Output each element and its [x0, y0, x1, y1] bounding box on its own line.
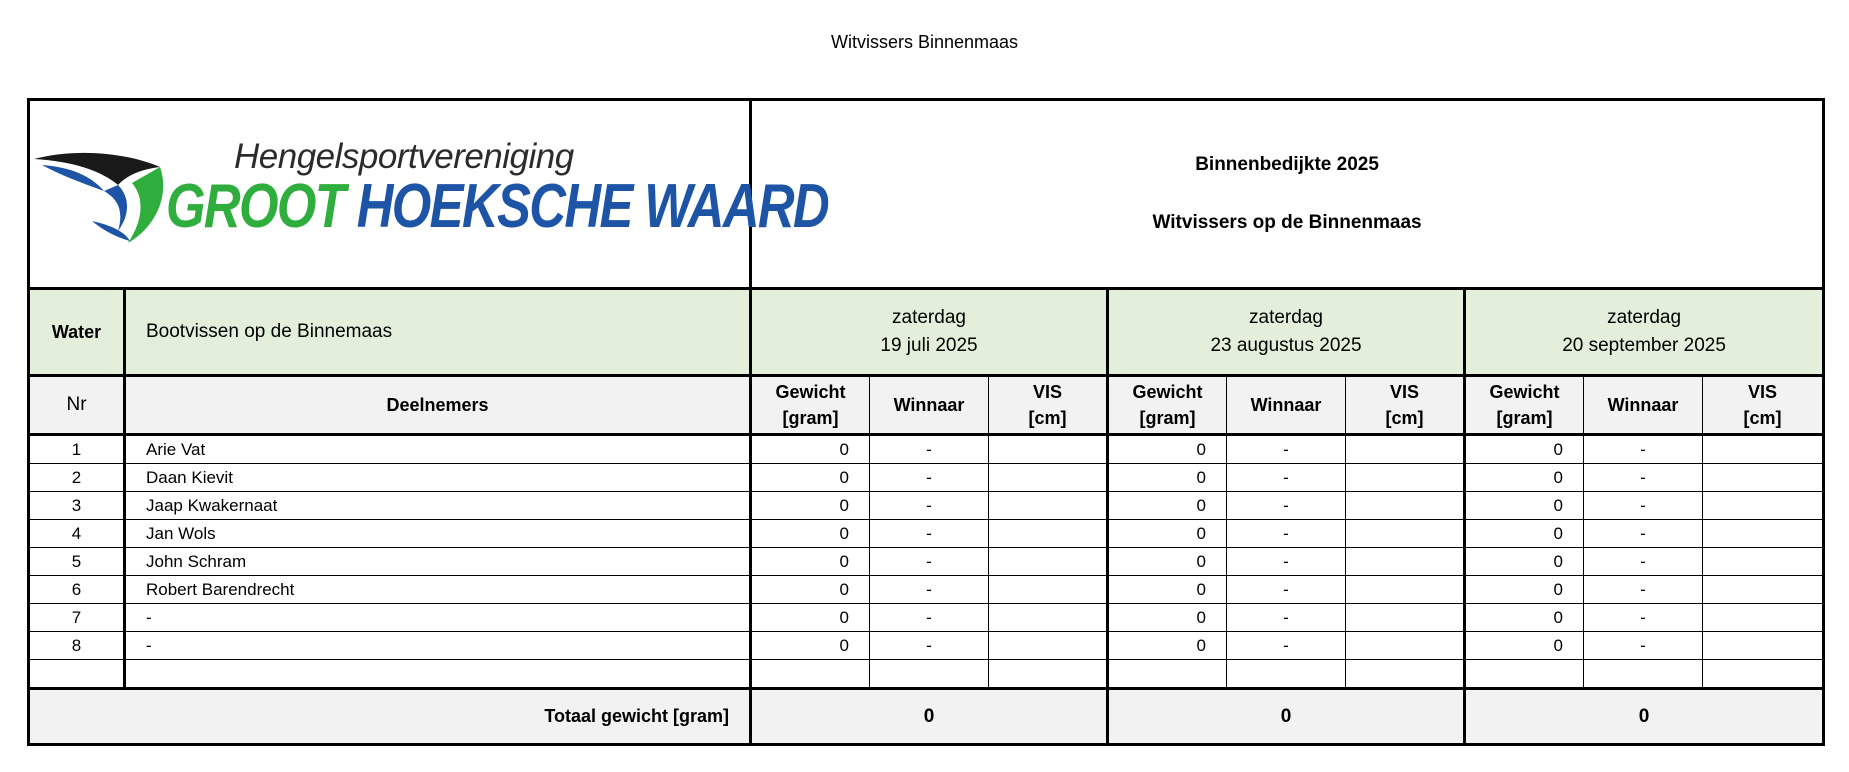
- row-winner: -: [1227, 435, 1346, 464]
- total-round2: 0: [1108, 689, 1465, 745]
- row-vis: [989, 492, 1108, 520]
- row-winner: -: [1584, 548, 1703, 576]
- total-round3: 0: [1465, 689, 1824, 745]
- empty-cell: [125, 660, 751, 689]
- col-winner-1: Winnaar: [870, 376, 989, 435]
- col-nr: Nr: [29, 376, 125, 435]
- col-winner-2: Winnaar: [1227, 376, 1346, 435]
- row-weight: 0: [1108, 604, 1227, 632]
- col-vis-3-line2: [cm]: [1743, 408, 1782, 428]
- logo-line1: Hengelsportvereniging: [234, 137, 574, 176]
- row-weight: 0: [751, 604, 870, 632]
- row-vis: [1703, 576, 1824, 604]
- empty-cell: [29, 660, 125, 689]
- col-vis-1-line2: [cm]: [1028, 408, 1067, 428]
- empty-cell: [1465, 660, 1584, 689]
- row-weight: 0: [1465, 632, 1584, 660]
- row-vis: [1346, 464, 1465, 492]
- round2-day: zaterdag: [1249, 307, 1323, 328]
- row-name: Daan Kievit: [125, 464, 751, 492]
- row-vis: [989, 520, 1108, 548]
- col-vis-1: [989, 376, 1108, 435]
- total-round1: 0: [751, 689, 1108, 745]
- row-winner: -: [1584, 435, 1703, 464]
- competition-title: Binnenbedijkte 2025: [1195, 154, 1379, 175]
- row-nr: 4: [29, 520, 125, 548]
- row-winner: -: [1584, 464, 1703, 492]
- water-label: Water: [29, 289, 125, 376]
- col-weight-1-line1: Gewicht: [775, 382, 846, 402]
- row-name: John Schram: [125, 548, 751, 576]
- col-weight-1: [751, 376, 870, 435]
- col-weight-3-line2: [gram]: [1496, 408, 1553, 428]
- column-header-row: [29, 376, 1824, 435]
- row-weight: 0: [1465, 435, 1584, 464]
- row-vis: [1703, 604, 1824, 632]
- empty-cell: [1584, 660, 1703, 689]
- row-weight: 0: [1465, 576, 1584, 604]
- empty-cell: [751, 660, 870, 689]
- row-vis: [989, 604, 1108, 632]
- row-winner: -: [870, 576, 989, 604]
- col-weight-1-line2: [gram]: [782, 408, 839, 428]
- round3-date: [1465, 289, 1824, 376]
- title-row: [29, 100, 1824, 289]
- row-winner: -: [1227, 464, 1346, 492]
- empty-row: [29, 660, 1824, 689]
- col-weight-2-line1: Gewicht: [1132, 382, 1203, 402]
- row-winner: -: [1227, 548, 1346, 576]
- row-vis: [989, 435, 1108, 464]
- row-winner: -: [870, 604, 989, 632]
- round2-date-text: 23 augustus 2025: [1210, 335, 1362, 356]
- row-name: -: [125, 632, 751, 660]
- row-name: Jan Wols: [125, 520, 751, 548]
- round3-day: zaterdag: [1607, 307, 1682, 328]
- logo-line2-green: GROOT: [166, 172, 345, 241]
- competition-subtitle: Witvissers op de Binnenmaas: [1152, 212, 1422, 233]
- row-winner: -: [1227, 604, 1346, 632]
- document-title: Witvissers Binnenmaas: [830, 32, 1019, 52]
- row-winner: -: [870, 632, 989, 660]
- row-winner: -: [1227, 520, 1346, 548]
- row-name: -: [125, 604, 751, 632]
- col-vis-2-line1: VIS: [1389, 382, 1419, 402]
- col-vis-3: [1703, 376, 1824, 435]
- row-weight: 0: [1465, 464, 1584, 492]
- round1-date-text: 19 juli 2025: [880, 335, 978, 356]
- row-winner: -: [870, 548, 989, 576]
- table-row: [29, 464, 1824, 492]
- row-weight: 0: [751, 632, 870, 660]
- results-table: [27, 98, 1825, 746]
- row-weight: 0: [751, 492, 870, 520]
- row-weight: 0: [1465, 520, 1584, 548]
- table-row: [29, 604, 1824, 632]
- row-winner: -: [1227, 576, 1346, 604]
- row-vis: [1703, 632, 1824, 660]
- row-weight: 0: [1108, 435, 1227, 464]
- col-vis-1-line1: VIS: [1032, 382, 1062, 402]
- round1-day: zaterdag: [892, 307, 966, 328]
- row-vis: [1703, 492, 1824, 520]
- row-nr: 8: [29, 632, 125, 660]
- row-vis: [1346, 520, 1465, 548]
- row-vis: [1346, 632, 1465, 660]
- col-vis-3-line1: VIS: [1748, 382, 1778, 402]
- row-nr: 7: [29, 604, 125, 632]
- row-winner: -: [1227, 492, 1346, 520]
- row-weight: 0: [751, 435, 870, 464]
- logo-cell: [29, 100, 829, 289]
- row-vis: [989, 548, 1108, 576]
- row-winner: -: [1584, 492, 1703, 520]
- row-name: Arie Vat: [125, 435, 751, 464]
- col-weight-2: [1108, 376, 1227, 435]
- row-vis: [989, 576, 1108, 604]
- row-weight: 0: [1108, 548, 1227, 576]
- empty-cell: [989, 660, 1108, 689]
- totals-label: Totaal gewicht [gram]: [29, 689, 751, 745]
- row-nr: 2: [29, 464, 125, 492]
- row-winner: -: [870, 435, 989, 464]
- col-participants: Deelnemers: [125, 376, 751, 435]
- row-weight: 0: [751, 520, 870, 548]
- fish-logo-icon: [32, 145, 172, 245]
- row-vis: [989, 464, 1108, 492]
- row-winner: -: [870, 520, 989, 548]
- row-vis: [1346, 548, 1465, 576]
- row-nr: 1: [29, 435, 125, 464]
- competition-title-cell: [751, 100, 1824, 289]
- row-winner: -: [1584, 632, 1703, 660]
- logo-line2-blue: HOEKSCHE WAARD: [356, 172, 829, 241]
- col-weight-3: [1465, 376, 1584, 435]
- row-vis: [1346, 492, 1465, 520]
- row-vis: [1703, 435, 1824, 464]
- round3-date-text: 20 september 2025: [1562, 335, 1726, 356]
- empty-cell: [1108, 660, 1227, 689]
- row-vis: [1703, 548, 1824, 576]
- row-weight: 0: [1465, 492, 1584, 520]
- row-name: Robert Barendrecht: [125, 576, 751, 604]
- row-vis: [989, 632, 1108, 660]
- table-row: [29, 576, 1824, 604]
- row-winner: -: [1227, 632, 1346, 660]
- table-row: [29, 548, 1824, 576]
- row-vis: [1703, 464, 1824, 492]
- table-row: [29, 520, 1824, 548]
- row-vis: [1703, 520, 1824, 548]
- col-vis-2-line2: [cm]: [1385, 408, 1424, 428]
- row-weight: 0: [1465, 604, 1584, 632]
- empty-cell: [1227, 660, 1346, 689]
- row-weight: 0: [1108, 464, 1227, 492]
- logo-line2: [166, 171, 828, 242]
- row-weight: 0: [1108, 576, 1227, 604]
- row-weight: 0: [1108, 492, 1227, 520]
- row-vis: [1346, 576, 1465, 604]
- row-nr: 5: [29, 548, 125, 576]
- table-row: [29, 435, 1824, 464]
- table-row: [29, 492, 1824, 520]
- empty-cell: [1703, 660, 1824, 689]
- row-weight: 0: [751, 576, 870, 604]
- club-logo: [30, 101, 829, 287]
- col-weight-3-line1: Gewicht: [1489, 382, 1560, 402]
- table-row: [29, 632, 1824, 660]
- col-winner-3: Winnaar: [1584, 376, 1703, 435]
- row-vis: [1346, 435, 1465, 464]
- round2-date: [1108, 289, 1465, 376]
- row-name: Jaap Kwakernaat: [125, 492, 751, 520]
- empty-cell: [870, 660, 989, 689]
- col-vis-2: [1346, 376, 1465, 435]
- row-winner: -: [870, 464, 989, 492]
- round1-date: [751, 289, 1108, 376]
- row-weight: 0: [1108, 632, 1227, 660]
- row-weight: 0: [1465, 548, 1584, 576]
- water-row: [29, 289, 1824, 376]
- empty-cell: [1346, 660, 1465, 689]
- row-weight: 0: [751, 548, 870, 576]
- row-nr: 6: [29, 576, 125, 604]
- row-weight: 0: [751, 464, 870, 492]
- row-winner: -: [1584, 604, 1703, 632]
- row-winner: -: [1584, 520, 1703, 548]
- water-value: Bootvissen op de Binnemaas: [125, 289, 751, 376]
- col-weight-2-line2: [gram]: [1139, 408, 1196, 428]
- row-winner: -: [870, 492, 989, 520]
- row-nr: 3: [29, 492, 125, 520]
- row-vis: [1346, 604, 1465, 632]
- row-weight: 0: [1108, 520, 1227, 548]
- totals-row: [29, 689, 1824, 745]
- row-winner: -: [1584, 576, 1703, 604]
